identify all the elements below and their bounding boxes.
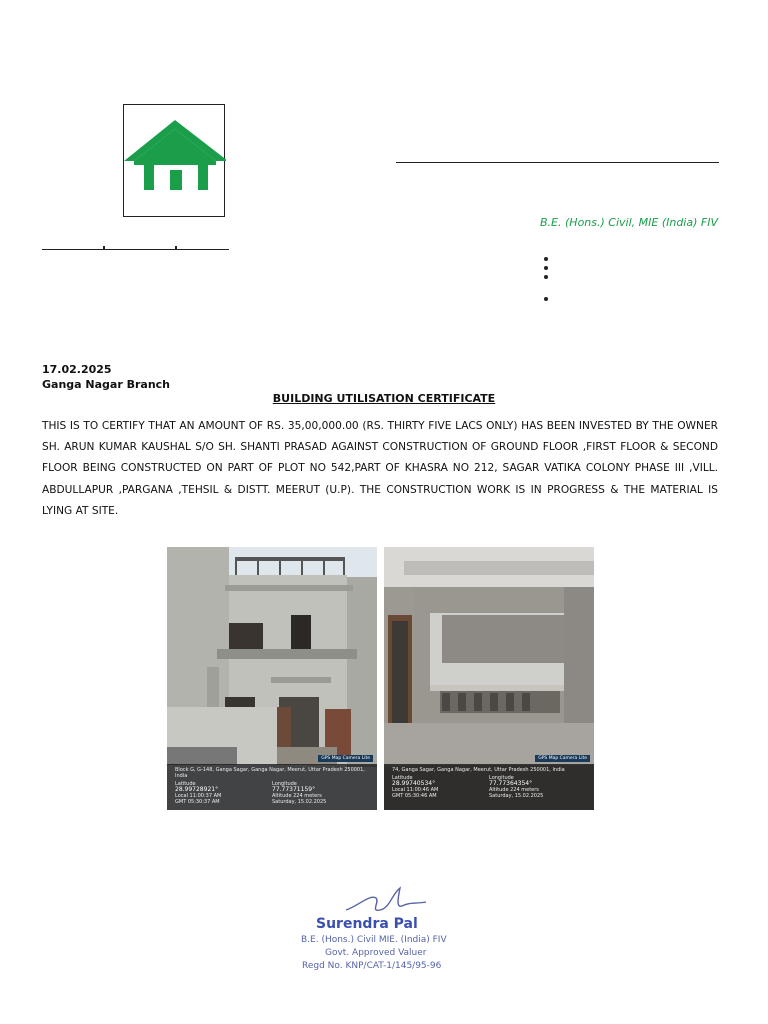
rule-tick	[175, 246, 177, 249]
bullet-dot	[544, 275, 548, 279]
site-photo-interior	[384, 547, 594, 810]
handwritten-signature	[340, 880, 430, 920]
gps-badge: GPS Map Camera Lite	[318, 755, 373, 762]
gps-date: Saturday, 15.02.2025	[272, 799, 327, 805]
signatory-designation: Govt. Approved Valuer	[325, 948, 427, 958]
gps-gmt-time: GMT 05:30:46 AM	[392, 793, 437, 799]
header-rule-left	[42, 249, 229, 250]
gps-local-time: Local 11:00:37 AM	[175, 793, 222, 799]
gps-latitude: 28.99740534°	[392, 780, 436, 787]
gps-altitude: Altitude 224 meters	[272, 793, 322, 799]
certificate-title	[0, 392, 768, 405]
qualification-text: B.E. (Hons.) Civil, MIE (India) FIV	[540, 216, 718, 229]
certificate-body: THIS IS TO CERTIFY THAT AN AMOUNT OF RS. 35,00,000.00 (RS. THIRTY FIVE LACS ONLY) HAS BEEN INVESTED BY THE OWNER SH. ARUN KUMAR KAUSHAL S/O SH. SHANTI PRASAD AGAINST CONSTRUCTION OF GROUND FLOOR ,FIRST FLOOR & SECOND FLOOR BEING CONSTRUCTED ON PART OF PLOT NO 542,PART OF KHASRA NO 212, SAGAR VATIKA COLONY PHASE III ,VILL. ABDULLAPUR ,PARGANA ,TEHSIL & DISTT. MEERUT (U.P). THE CONSTRUCTION WORK IS IN PROGRESS & THE MATERIAL IS LYING AT SITE.	[42, 420, 718, 517]
gps-lat-label: Latitude	[175, 781, 196, 787]
signatory-name: Surendra Pal	[316, 916, 418, 932]
gps-longitude: 77.77364354°	[489, 780, 533, 787]
gps-lon-label: Longitude	[489, 775, 514, 781]
bullet-dot	[544, 257, 548, 261]
gps-gmt-time: GMT 05:30:37 AM	[175, 799, 220, 805]
gps-lon-label: Longitude	[272, 781, 297, 787]
signatory-qualification: B.E. (Hons.) Civil MIE. (India) FIV	[301, 935, 447, 945]
site-photo-exterior	[167, 547, 377, 810]
bullet-dot	[544, 266, 548, 270]
gps-date: Saturday, 15.02.2025	[489, 793, 544, 799]
signatory-registration: Regd No. KNP/CAT-1/145/95-96	[302, 961, 442, 971]
bullet-dot	[544, 297, 548, 301]
gps-longitude: 77.77371159°	[272, 786, 316, 793]
gps-latitude: 28.99728921°	[175, 786, 219, 793]
gps-local-time: Local 11:00:46 AM	[392, 787, 439, 793]
gps-address: Block G, G-148, Ganga Sagar, Ganga Nagar, Meerut, Uttar Pradesh 250001, India	[175, 767, 365, 779]
rule-tick	[103, 246, 105, 249]
gps-overlay	[167, 764, 377, 810]
gps-address: 74, Ganga Sagar, Ganga Nagar, Meerut, Uttar Pradesh 250001, India	[392, 767, 565, 773]
header-rule-right	[396, 162, 719, 163]
gps-lat-label: Latitude	[392, 775, 413, 781]
letter-date: 17.02.2025	[42, 363, 112, 376]
house-icon	[124, 105, 226, 218]
gps-altitude: Altitude 224 meters	[489, 787, 539, 793]
gps-overlay	[384, 764, 594, 810]
branch-name: Ganga Nagar Branch	[42, 378, 171, 391]
gps-badge: GPS Map Camera Lite	[535, 755, 590, 762]
certificate-title-text: BUILDING UTILISATION CERTIFICATE	[272, 392, 496, 405]
company-logo	[123, 104, 225, 217]
